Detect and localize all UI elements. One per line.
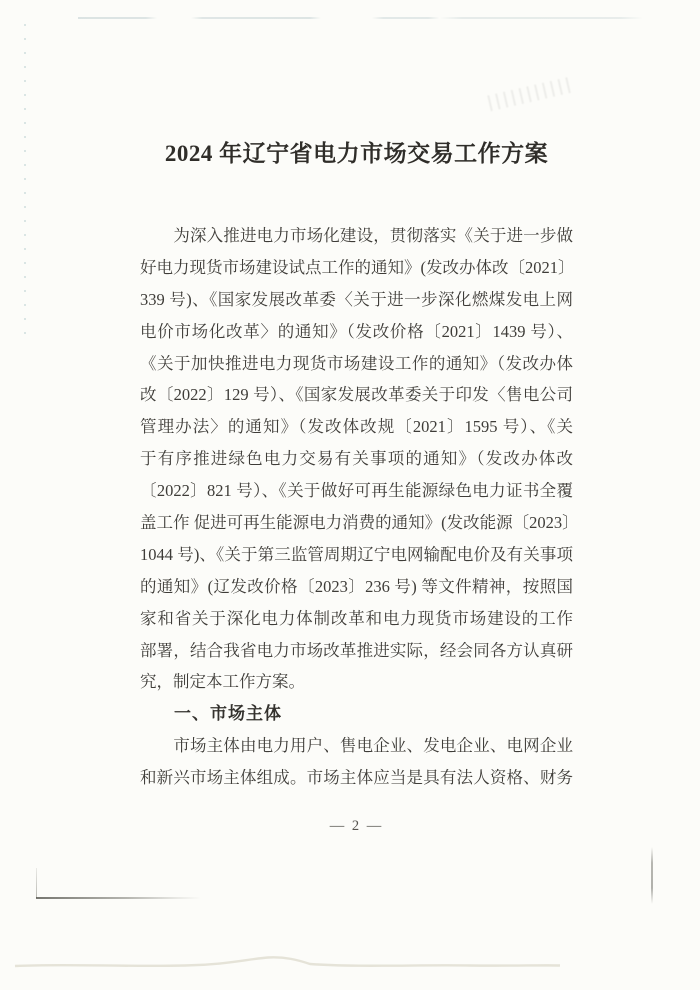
text-line: 为深入推进电力市场化建设，贯彻落实《关于进一步做 (140, 226, 573, 245)
scan-artifact-top-line (78, 17, 643, 19)
scan-artifact-left-dotted-line (24, 24, 26, 344)
scan-artifact-smudge (487, 77, 572, 111)
paragraph-market-entities (140, 730, 573, 794)
text-line: 〔2022〕821 号）、《关于做好可再生能源绿色电力证书全覆 (140, 481, 573, 501)
text-line: 部署，结合我省电力市场改革推进实际，经会同各方认真研 (140, 640, 573, 660)
text-line: 市场主体由电力用户、售电企业、发电企业、电网企业 (140, 736, 573, 756)
text-line: 究，制定本工作方案。 (140, 672, 305, 692)
text-line: 和新兴市场主体组成。市场主体应当是具有法人资格、财务 (140, 768, 573, 788)
scan-artifact-page-edge-shadow (0, 948, 700, 980)
text-line: 《关于加快推进电力现货市场建设工作的通知》（发改办体 (140, 353, 573, 373)
text-line: 电价市场化改革〉的通知》（发改价格〔2021〕1439 号）、 (140, 321, 573, 341)
text-line: 改〔2022〕129 号）、《国家发展改革委关于印发〈售电公司 (140, 385, 573, 405)
document-body (140, 220, 579, 794)
text-line: 339 号)、《国家发展改革委〈关于进一步深化燃煤发电上网 (140, 289, 573, 309)
text-line: 盖工作 促进可再生能源电力消费的通知》(发改能源〔2023〕 (140, 513, 579, 533)
text-line: 好电力现货市场建设试点工作的通知》(发改办体改〔2021〕 (140, 257, 575, 277)
scan-artifact-corner-vertical-line (36, 868, 37, 898)
text-line: 1044 号)、《关于第三监管周期辽宁电网输配电价及有关事项 (140, 544, 573, 564)
text-line: 家和省关于深化电力体制改革和电力现货市场建设的工作 (140, 608, 573, 628)
text-line: 管理办法〉的通知》（发改体改规〔2021〕1595 号）、《关 (140, 417, 573, 437)
page-number: — 2 — (329, 818, 384, 834)
scan-artifact-corner-horizontal-line (36, 897, 201, 899)
text-line: 的通知》(辽发改价格〔2023〕236 号) 等文件精神，按照国 (140, 576, 573, 596)
scan-artifact-right-edge-line (651, 847, 653, 904)
section-heading-market-entities: 一、市场主体 (174, 704, 282, 724)
paragraph-intro (140, 220, 579, 698)
text-line: 于有序推进绿色电力交易有关事项的通知》（发改办体改 (140, 449, 573, 469)
document-title: 2024 年辽宁省电力市场交易工作方案 (164, 141, 549, 166)
